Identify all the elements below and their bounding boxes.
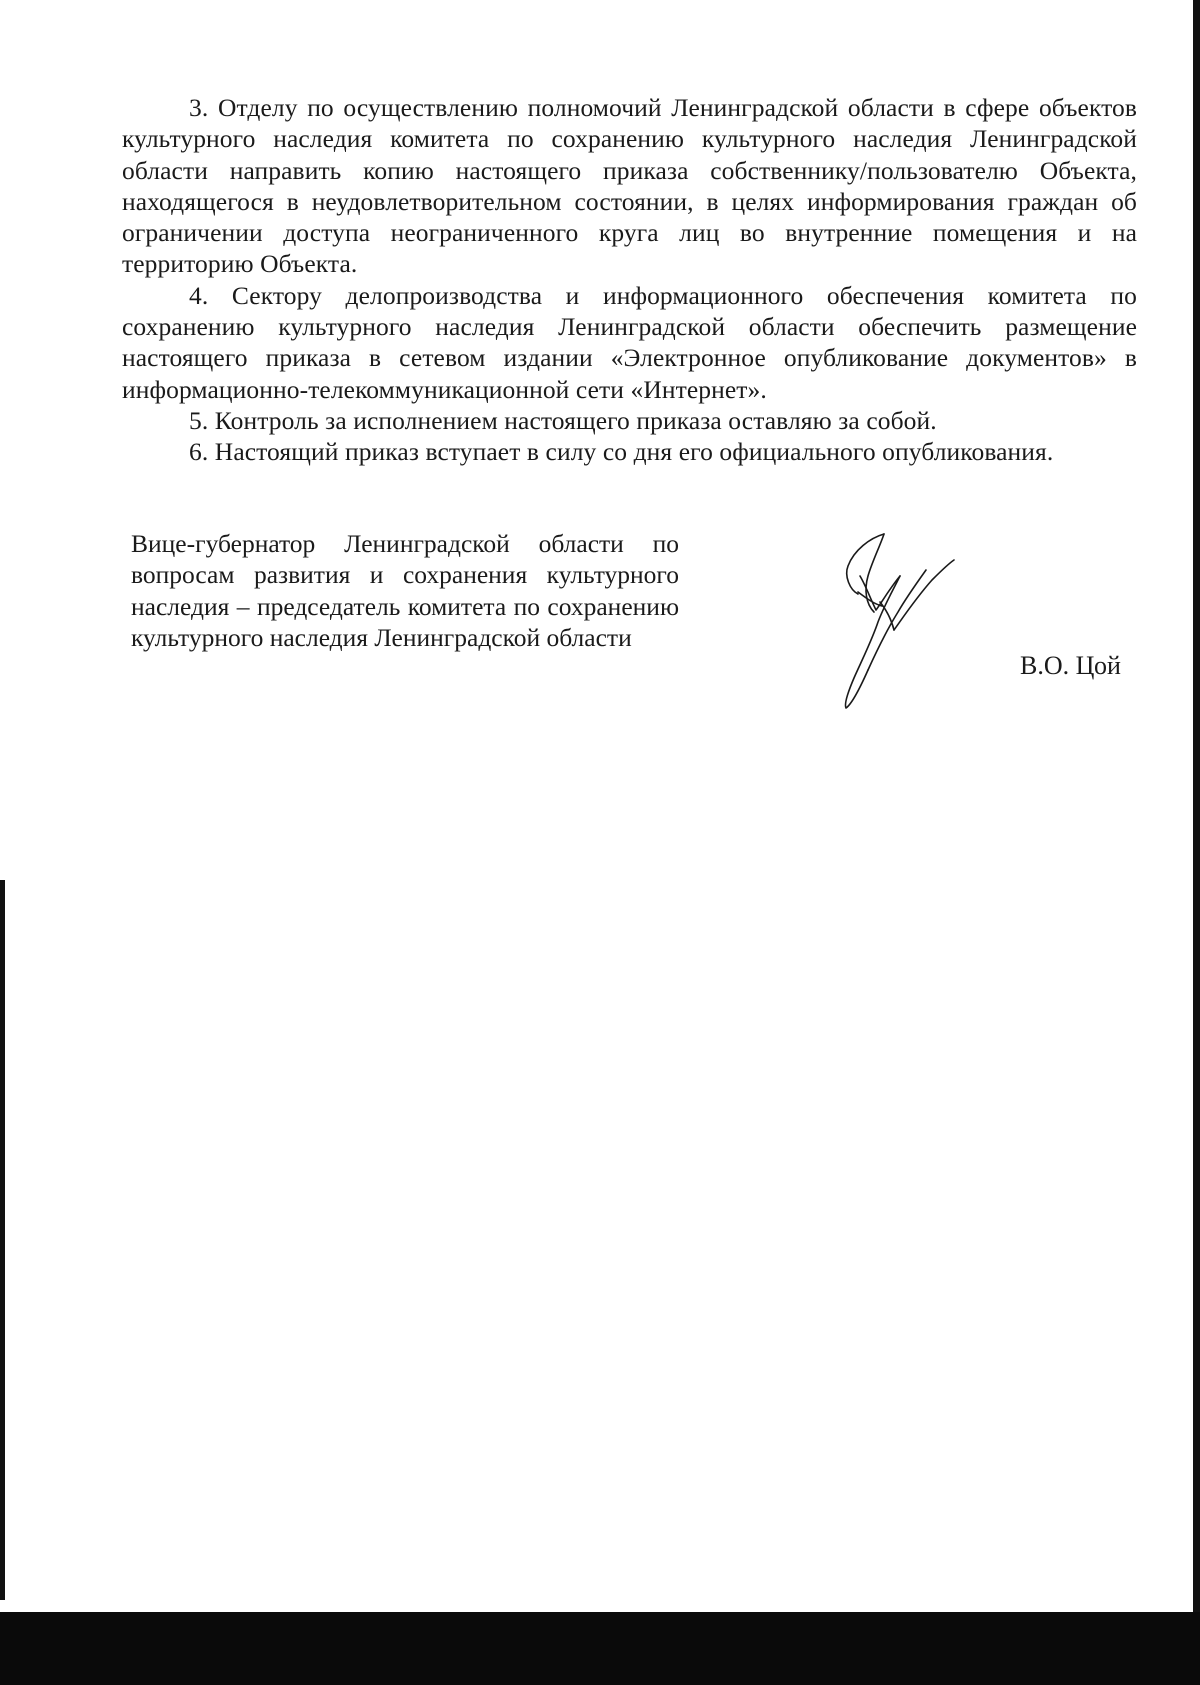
document-body <box>122 92 1137 468</box>
signer-position: Вице-губернатор Ленинградской области по вопросам развития и сохранения культурного наследия – председатель комитета по сохранению культурного наследия Ленинградской области <box>131 529 679 652</box>
paragraph-5: 5. Контроль за исполнением настоящего приказа оставляю за собой. <box>189 405 937 435</box>
paragraph-3: 3. Отделу по осуществлению полномочий Ленинградской области в сфере объектов культурного наследия комитета по сохранению культурного наследия Ленинградской области направить копию настоящего приказа собственнику/пользователю Объекта, находящегося в неудовлетворительном состоянии, в целях информирования граждан об ограничении доступа неограниченного круга лиц во внутренние помещения и на территорию Объекта. <box>122 93 1137 279</box>
paragraph-6: 6. Настоящий приказ вступает в силу со дня его официального опубликования. <box>189 437 1054 467</box>
scan-edge-left <box>0 880 5 1600</box>
paragraph-4: 4. Сектору делопроизводства и информационного обеспечения комитета по сохранению культурного наследия Ленинградской области обеспечить размещение настоящего приказа в сетевом издании «Электронное опубликование документов» в информационно-телекоммуникационной сети «Интернет». <box>122 280 1137 404</box>
handwritten-signature <box>840 532 980 710</box>
signer-name: В.О. Цой <box>1020 651 1121 680</box>
scan-bottom-band <box>0 1612 1200 1685</box>
scan-edge-right <box>1193 0 1200 1685</box>
